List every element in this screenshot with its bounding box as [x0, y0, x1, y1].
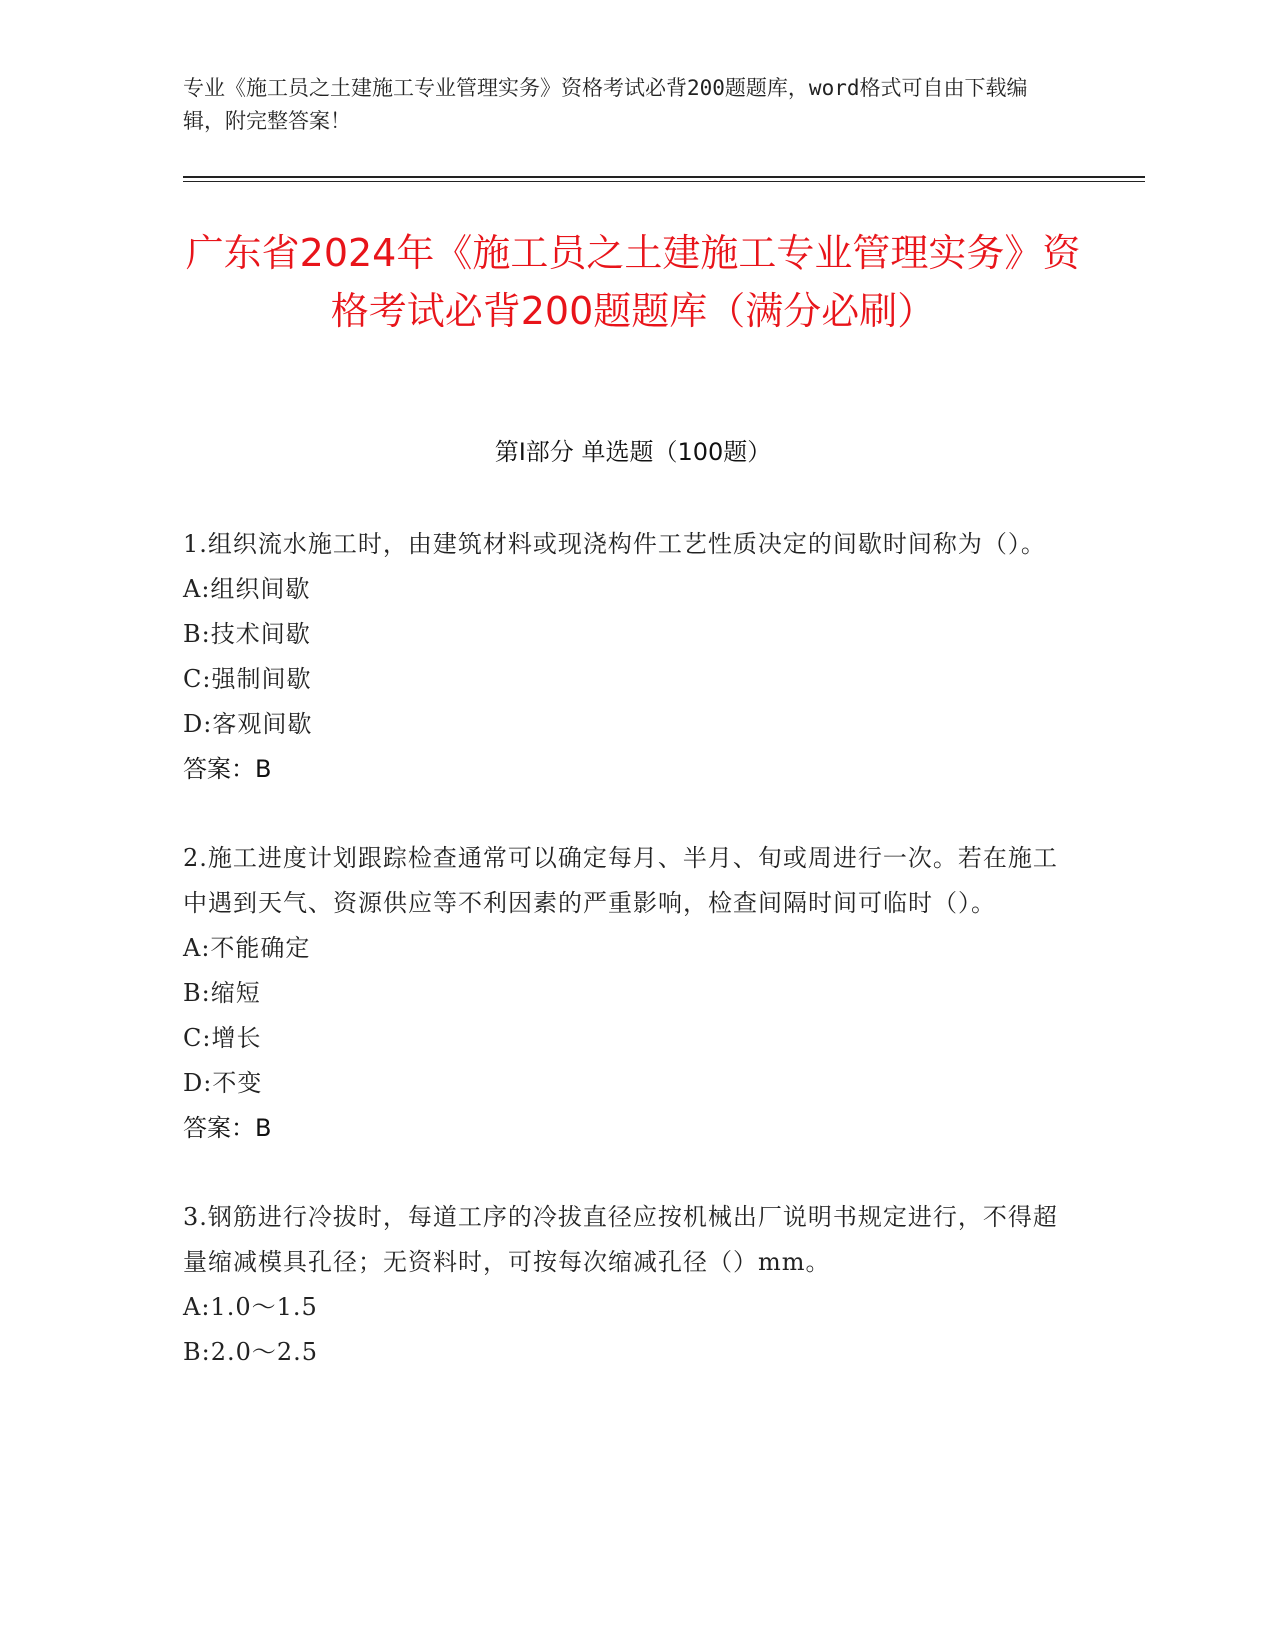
answer: 答案：B [183, 755, 272, 783]
option-b: B:技术间歇 [183, 620, 311, 648]
answer: 答案：B [183, 1114, 272, 1142]
question-1 [183, 522, 1063, 792]
option-d: D:不变 [183, 1069, 263, 1097]
question-2 [183, 836, 1063, 1151]
header-divider-thin [183, 181, 1145, 182]
header-divider-thick [183, 176, 1145, 178]
question-stem: 3.钢筋进行冷拔时，每道工序的冷拔直径应按机械出厂说明书规定进行，不得超量缩减模具孔径；无资料时，可按每次缩减孔径（）mm。 [183, 1203, 1058, 1276]
option-c: C:增长 [183, 1024, 262, 1052]
question-stem: 1.组织流水施工时，由建筑材料或现浇构件工艺性质决定的间歇时间称为（）。 [183, 530, 1046, 558]
option-a: A:组织间歇 [183, 575, 311, 603]
option-a: A:不能确定 [183, 934, 311, 962]
option-a: A:1.0～1.5 [183, 1293, 318, 1321]
option-c: C:强制间歇 [183, 665, 312, 693]
option-b: B:缩短 [183, 979, 261, 1007]
question-stem: 2.施工进度计划跟踪检查通常可以确定每月、半月、旬或周进行一次。若在施工中遇到天气、资源供应等不利因素的严重影响，检查间隔时间可临时（）。 [183, 844, 1058, 917]
header-note: 专业《施工员之土建施工专业管理实务》资格考试必背200题题库，word格式可自由下载编辑，附完整答案！ [183, 76, 1028, 133]
document-title: 广东省2024年《施工员之土建施工专业管理实务》资格考试必背200题题库（满分必刷） [185, 231, 1081, 333]
section-title: 第I部分 单选题（100题） [494, 438, 772, 466]
option-b: B:2.0～2.5 [183, 1338, 319, 1366]
question-3 [183, 1195, 1063, 1375]
option-d: D:客观间歇 [183, 710, 313, 738]
question-list [183, 522, 1063, 1419]
